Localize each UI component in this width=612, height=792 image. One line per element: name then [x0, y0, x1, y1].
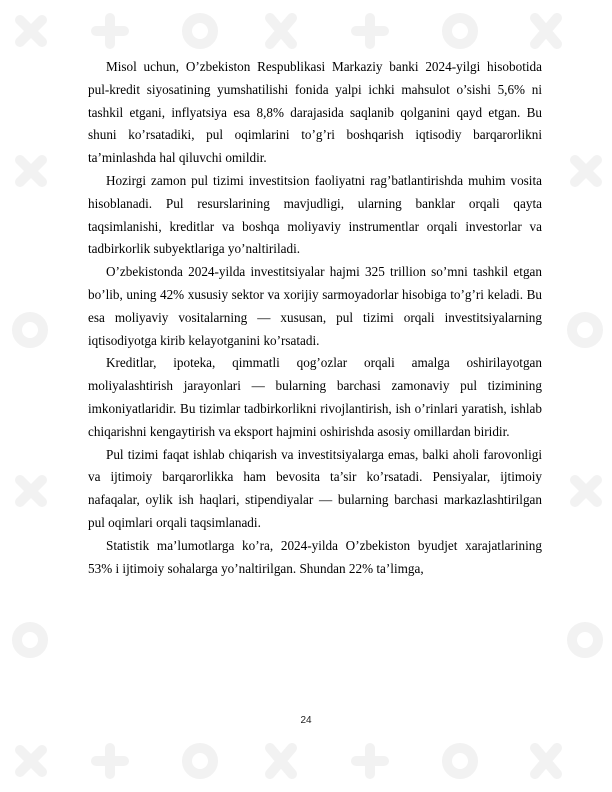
- paragraph-3: O’zbekistonda 2024-yilda investitsiyalar hajmi 325 trillion so’mni tashkil etgan bo’lib, uning 42% xususiy sektor va xorijiy sarmoyadorlar hisobiga to’g’ri keladi. Bu esa moliyaviy vositalarning — xususan, pul tizimi orqali investitsiyalarning iqtisodiyotga kirib kelayotganini ko’rsatadi.: [88, 264, 542, 348]
- paragraph-5: Pul tizimi faqat ishlab chiqarish va investitsiyalarga emas, balki aholi farovonligi va ijtimoiy barqarorlikka ham bevosita ta’sir ko’rsatadi. Pensiyalar, ijtimoiy nafaqalar, oylik ish haqlari, stipendiyalar — bularning barchasi markazlashtirilgan pul oqimlari orqali taqsimlanadi.: [88, 446, 542, 530]
- paragraph-1: Misol uchun, O’zbekiston Respublikasi Markaziy banki 2024-yilgi hisobotida pul-kredit siyosatining yumshatilishi fonida yalpi ichki mahsulot o’sishi 5,6% ni tashkil etgani, inflyatsiya esa 8,8% darajasida saqlanib qolganini qayd etgan. Bu shuni ko’rsatadiki, pul oqimlarini to’g’ri boshqarish iqtisodiy barqarorlikni ta’minlashda hal qiluvchi omildir.: [88, 59, 542, 166]
- page-body: [88, 56, 542, 580]
- paragraph-2: Hozirgi zamon pul tizimi investitsion faoliyatni rag’batlantirishda muhim vosita hisoblanadi. Pul resurslarining mavjudligi, ularning banklar orqali qayta taqsimlanishi, kreditlar va boshqa moliyaviy instrumentlar orqali investorlar va tadbirkorlik subyektlariga yo’naltiriladi.: [88, 172, 542, 257]
- page-number: 24: [300, 715, 312, 726]
- paragraph-4: Kreditlar, ipoteka, qimmatli qog’ozlar orqali amalga oshirilayotgan moliyalashtirish jarayonlari — bularning barchasi zamonaviy pul tizimining imkoniyatlaridir. Bu tizimlar tadbirkorlikni rivojlantirish, ish o’rinlari yaratish, ishlab chiqarishni kengaytirish va eksport hajmini oshirishda asosiy omillardan biridir.: [88, 355, 542, 439]
- paragraph-6: Statistik ma’lumotlarga ko’ra, 2024-yilda O’zbekiston byudjet xarajatlarining 53% i ijtimoiy sohalarga yo’naltirilgan. Shundan 22% ta’limga,: [88, 537, 542, 576]
